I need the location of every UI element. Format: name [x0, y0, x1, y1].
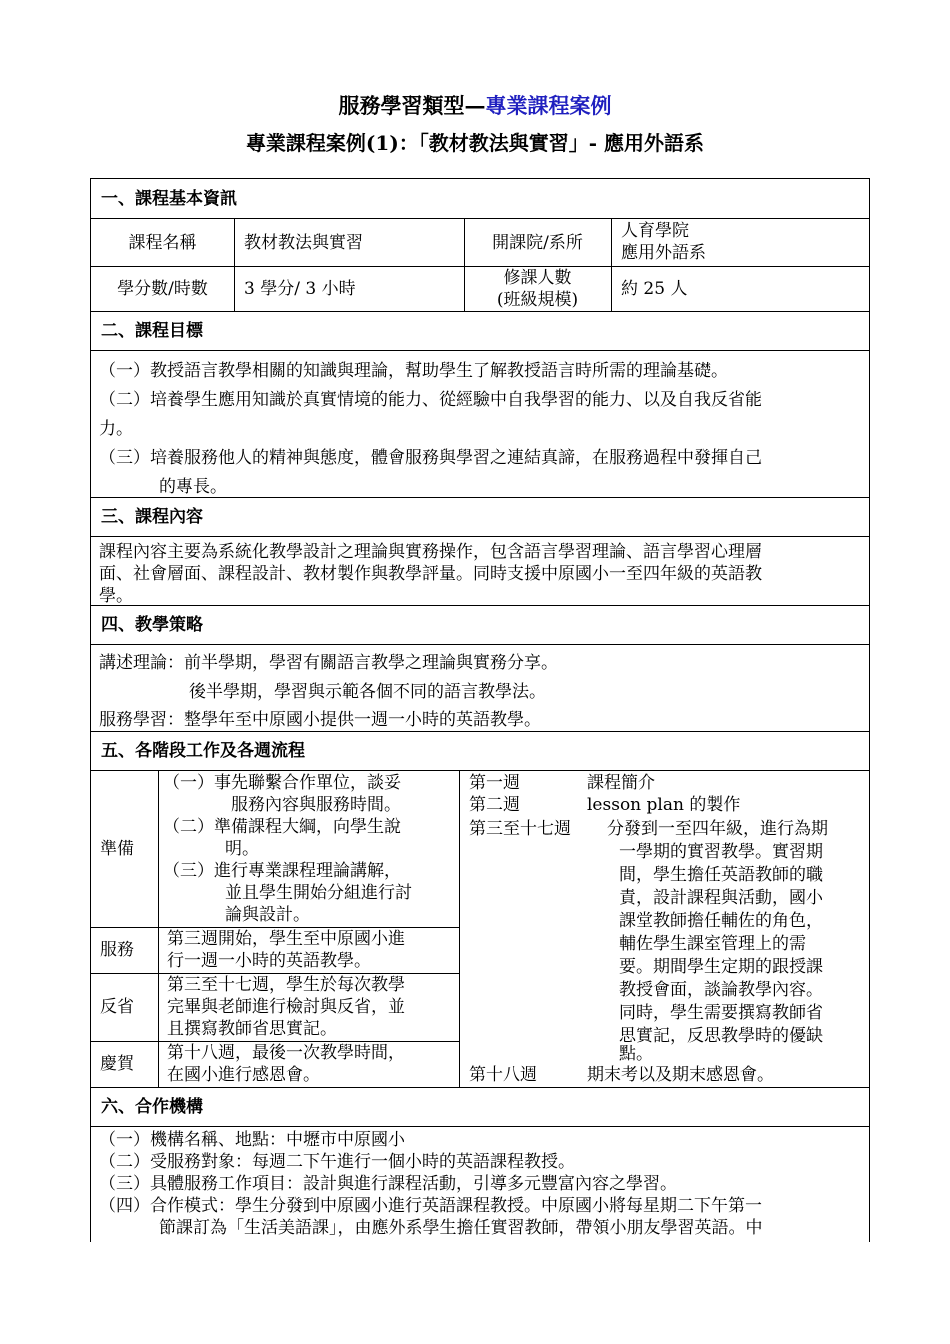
stage-service-line2: 行一週一小時的英語教學。	[167, 951, 371, 971]
strategy-line2: 後半學期，學習與示範各個不同的語言教學法。	[189, 682, 546, 702]
enroll-label-line2: (班級規模)	[496, 290, 579, 310]
stage-reflect-line1: 第三至十七週，學生於每次教學	[167, 975, 405, 995]
week3-17-line3: 間，學生擔任英語教師的職	[619, 865, 823, 885]
course-name-value: 教材教法與實習	[244, 233, 363, 253]
goal-3-line1: （三）培養服務他人的精神與態度，體會服務與學習之連結真諦，在服務過程中發揮自己	[99, 448, 762, 468]
partner-item4-line2: 節課訂為「生活美語課」，由應外系學生擔任實習教師，帶領小朋友學習英語。中	[159, 1218, 763, 1238]
page-title	[0, 90, 950, 120]
content-line3: 學。	[99, 586, 133, 606]
col-divider	[611, 219, 612, 311]
goal-2-line1: （二）培養學生應用知識於真實情境的能力、從經驗中自我學習的能力、以及自我反省能	[99, 390, 762, 410]
title-highlight: 專業課程案例	[485, 93, 612, 118]
stage-prep-item1-line1: （一）事先聯繫合作單位，談妥	[163, 773, 401, 793]
dept-value-line2: 應用外語系	[621, 243, 706, 263]
strategy-line3: 服務學習：整學年至中原國小提供一週一小時的英語教學。	[99, 710, 541, 730]
section-goals-heading: 二、課程目標	[91, 311, 869, 351]
stage-prep-item2-line2: 明。	[225, 839, 259, 859]
week3-17-line6: 輔佐學生課室管理上的需	[619, 934, 806, 954]
stage-celebrate-line2: 在國小進行感恩會。	[167, 1065, 320, 1085]
col-divider	[158, 771, 159, 1087]
week3-17-line7: 要。期間學生定期的跟授課	[619, 957, 823, 977]
col-divider	[234, 219, 235, 311]
stage-prep-item3-line2: 並且學生開始分組進行討	[225, 883, 412, 903]
week1-label: 第一週	[469, 773, 520, 793]
course-name-label: 課程名稱	[128, 233, 197, 253]
goal-2-line2: 力。	[99, 419, 133, 439]
week18-text: 期末考以及期末感恩會。	[587, 1065, 774, 1085]
stage-prep-item1-line2: 服務內容與服務時間。	[231, 795, 401, 815]
week1-text: 課程簡介	[587, 773, 655, 793]
credit-label: 學分數/時數	[117, 279, 208, 299]
section-partner-heading: 六、合作機構	[91, 1087, 869, 1127]
enroll-value: 約 25 人	[621, 279, 688, 299]
stage-prep-item3-line1: （三）進行專業課程理論講解，	[163, 861, 401, 881]
week2-label: 第二週	[469, 795, 520, 815]
goal-3-line2: 的專長。	[159, 477, 227, 497]
stage-service-line1: 第三週開始，學生至中原國小進	[167, 929, 405, 949]
page-subtitle: 專業課程案例(1)：「教材教法與實習」- 應用外語系	[245, 131, 705, 155]
dept-value-line1: 人育學院	[621, 221, 689, 241]
week3-17-line9: 同時，學生需要撰寫教師省	[619, 1003, 823, 1023]
content-line1: 課程內容主要為系統化教學設計之理論與實務操作，包含語言學習理論、語言學習心理層	[99, 542, 762, 562]
stage-prep-item3-line3: 論與設計。	[225, 905, 310, 925]
section-basic-info-heading: 一、課程基本資訊	[91, 179, 869, 219]
partner-item4-line1: （四）合作模式：學生分發到中原國小進行英語課程教授。中原國小將每星期二下午第一	[99, 1196, 762, 1216]
stage-reflect-line2: 完畢與老師進行檢討與反省，並	[167, 997, 405, 1017]
section-strategy-heading: 四、教學策略	[91, 605, 869, 645]
partner-item1: （一）機構名稱、地點：中壢市中原國小	[99, 1130, 405, 1150]
stage-reflect-line3: 且撰寫教師省思實記。	[167, 1019, 337, 1039]
section-stages-heading: 五、各階段工作及各週流程	[91, 731, 869, 771]
stage-service-label: 服務	[100, 940, 134, 960]
stage-prep-label: 準備	[100, 839, 134, 859]
credit-value: 3 學分/ 3 小時	[244, 279, 356, 299]
week18-label: 第十八週	[469, 1065, 537, 1085]
week3-17-line2: 一學期的實習教學。實習期	[619, 842, 823, 862]
dept-label: 開課院/系所	[492, 233, 583, 253]
week3-17-line11: 點。	[619, 1044, 653, 1064]
partner-item3: （三）具體服務工作項目：設計與進行課程活動，引導多元豐富內容之學習。	[99, 1174, 677, 1194]
section-content-heading: 三、課程內容	[91, 497, 869, 537]
course-case-table	[90, 178, 870, 1242]
content-line2: 面、社會層面、課程設計、教材製作與教學評量。同時支援中原國小一至四年級的英語教	[99, 564, 762, 584]
stage-prep-item2-line1: （二）準備課程大綱，向學生說	[163, 817, 401, 837]
week3-17-label: 第三至十七週	[469, 819, 571, 839]
title-prefix: 服務學習類型—	[338, 93, 486, 118]
week3-17-line1: 分發到一至四年級，進行為期	[607, 819, 828, 839]
week2-text: lesson plan 的製作	[587, 795, 741, 815]
week3-17-line8: 教授會面，談論教學內容。	[619, 980, 823, 1000]
stage-celebrate-line1: 第十八週，最後一次教學時間，	[167, 1043, 405, 1063]
strategy-line1: 講述理論：前半學期，學習有關語言教學之理論與實務分享。	[99, 653, 558, 673]
week3-17-line5: 課堂教師擔任輔佐的角色，	[619, 911, 823, 931]
enroll-label-line1: 修課人數	[503, 268, 572, 288]
partner-item2: （二）受服務對象：每週二下午進行一個小時的英語課程教授。	[99, 1152, 575, 1172]
stage-celebrate-label: 慶賀	[100, 1054, 134, 1074]
week3-17-line4: 責，設計課程與活動，國小	[619, 888, 823, 908]
week3-17-line10: 思實記，反思教學時的優缺	[619, 1026, 823, 1046]
stage-reflect-label: 反省	[100, 997, 134, 1017]
col-divider	[459, 771, 460, 1087]
goal-1: （一）教授語言教學相關的知識與理論，幫助學生了解教授語言時所需的理論基礎。	[99, 361, 728, 381]
